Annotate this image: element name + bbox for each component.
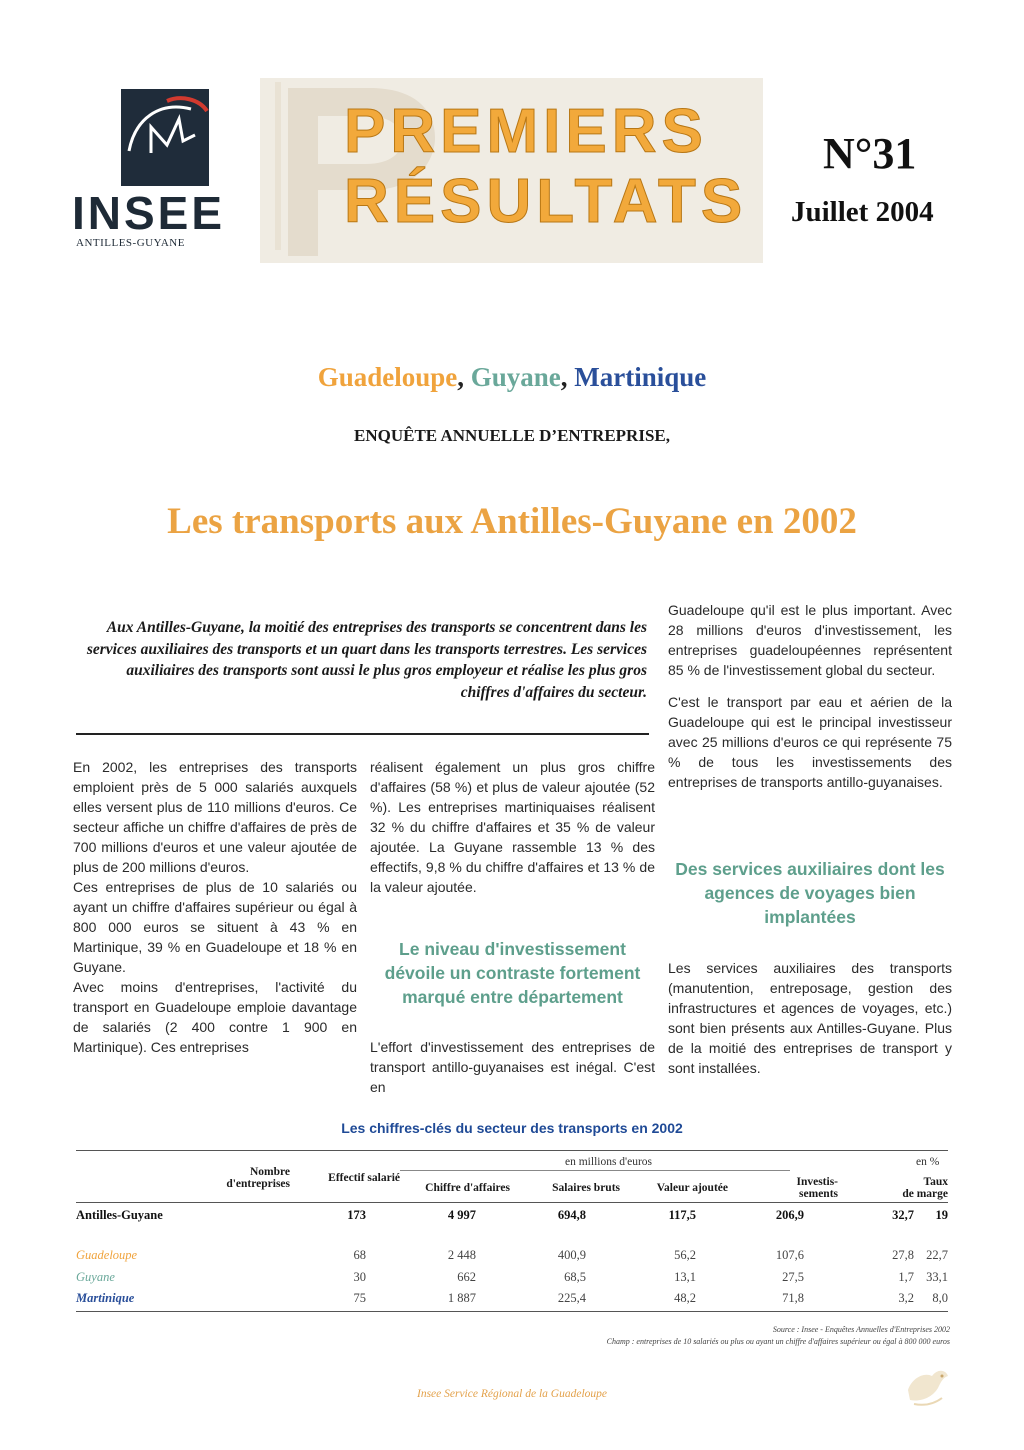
page-footer: Insee Service Régional de la Guadeloupe	[416, 1388, 607, 1400]
table-cell: 117,5	[668, 1208, 696, 1222]
table-cell: 173	[347, 1208, 366, 1222]
logo-subtext: ANTILLES-GUYANE	[76, 237, 185, 249]
issue-date: Juillet 2004	[791, 196, 934, 228]
table-cell: 32,7	[892, 1208, 914, 1222]
table-cell: 30	[353, 1270, 366, 1284]
table-header-rule	[76, 1202, 948, 1203]
table-row	[76, 1208, 948, 1228]
table-cell: 75	[353, 1291, 366, 1305]
col-header-chiffre-affaires: Chiffre d'affaires	[425, 1182, 510, 1194]
table-cell: 13,1	[674, 1270, 696, 1284]
region-guadeloupe: Guadeloupe	[317, 362, 458, 392]
region-separator: ,	[457, 362, 471, 392]
table-cell: 1,7	[898, 1270, 914, 1284]
table-cell: 27,5	[782, 1270, 804, 1284]
body-paragraph: Les services auxiliaires des transports (manutention, entreposage, gestion des infrastructures et agences de voyages, etc.) sont bien présents aux Antilles-Guyane. Plus de la moitié des entreprises de transport y sont installées.	[668, 960, 952, 1076]
champ-line: Champ : entreprises de 10 salariés ou plus ou ayant un chiffre d'affaires supérieur ou égal à 800 000 euros	[606, 1337, 950, 1346]
lead-paragraph: Aux Antilles-Guyane, la moitié des entreprises des transports se concentrent dans les services auxiliaires des transports et un quart dans les transports terrestres. Les services auxiliaires des transports sont aussi le plus gros employeur et réalise les plus gros chiffres d'affaires du secteur.	[86, 619, 647, 701]
table-cell: 2 448	[447, 1248, 476, 1262]
table-cell: 71,8	[782, 1291, 804, 1305]
body-column-2-continued	[370, 1037, 655, 1097]
table-cell: 48,2	[674, 1291, 696, 1305]
table-cell: 662	[457, 1270, 476, 1284]
regions-line	[0, 362, 1024, 393]
body-paragraph: Guadeloupe qu'il est le plus important. Avec 28 millions d'euros d'investissement, les entreprises guadeloupéennes représentent 85 % de l'investissement global du secteur.	[668, 602, 952, 678]
banner-resultats: RÉSULTATS	[344, 167, 748, 236]
banner-premiers: PREMIERS	[344, 97, 708, 166]
page-title: Les transports aux Antilles-Guyane en 2002	[167, 501, 857, 542]
table-bottom-rule	[76, 1311, 948, 1312]
table-cell: 400,9	[557, 1248, 586, 1262]
body-paragraph: réalisent également un plus gros chiffre d'affaires (58 %) et plus de valeur ajoutée (52 %). Les entreprises martiniquaises réalisent 32 % du chiffre d'affaires et 35 % de valeur ajoutée. La Guyane rassemble 13 % des effectifs, 9,8 % du chiffre d'affaires et 13 % de la valeur ajoutée.	[370, 759, 655, 895]
section-heading-investment: Le niveau d'investissement dévoile un contraste fortement marqué entre département	[384, 939, 641, 1007]
table-cell: 68	[353, 1248, 366, 1262]
insee-logo-mark	[121, 89, 209, 186]
logo-text: INSEE	[72, 187, 226, 239]
survey-label: ENQUÊTE ANNUELLE D’ENTREPRISE,	[354, 426, 670, 445]
col-header-salaires: Salaires bruts	[552, 1182, 620, 1194]
body-column-2	[370, 757, 655, 897]
body-paragraph: Ces entreprises de plus de 10 salariés ou ayant un chiffre d'affaires supérieur ou égal à 800 000 euros se situent à 43 % en Martinique, 39 % en Guadeloupe et 18 % en Guyane.	[73, 879, 357, 975]
col-header-taux-line1: Taux	[923, 1176, 948, 1188]
table-source-note	[480, 1324, 950, 1348]
table-cell: 1 887	[447, 1291, 476, 1305]
table-unit-millions: en millions d'euros	[565, 1156, 653, 1168]
col-header-nombre	[210, 1166, 290, 1190]
logo-swoosh-icon	[121, 89, 209, 186]
body-column-3-continued	[668, 958, 952, 1078]
source-line: Source : Insee - Enquêtes Annuelles d'Entreprises 2002	[772, 1325, 950, 1334]
col-header-effectif: Effectif salarié	[328, 1172, 400, 1184]
table-cell: 3,2	[898, 1291, 914, 1305]
col-header-nombre-line1: Nombre	[249, 1166, 290, 1178]
row-label-guadeloupe: Guadeloupe	[76, 1248, 138, 1262]
body-column-3	[668, 600, 952, 792]
col-header-nombre-line2: d'entreprises	[226, 1178, 290, 1190]
table-unit-percent: en %	[916, 1156, 940, 1168]
col-header-invest-line2: sements	[799, 1188, 838, 1200]
table-row	[76, 1270, 948, 1290]
col-header-invest-line1: Investis-	[796, 1176, 838, 1188]
region-separator: ,	[560, 362, 575, 392]
table-cell: 225,4	[557, 1291, 586, 1305]
table-row	[76, 1248, 948, 1268]
body-paragraph: C'est le transport par eau et aérien de la Guadeloupe qui est le principal investisseur avec 25 millions d'euros ce qui représente 75 % de tous les investissements des entreprises de transports antillo-guyanaises.	[668, 694, 952, 790]
body-paragraph: L'effort d'investissement des entreprises de transport antillo-guyanaises est inégal. C'est en	[370, 1039, 655, 1095]
body-paragraph: Avec moins d'entreprises, l'activité du transport en Guadeloupe emploie davantage de salariés (2 400 contre 1 900 en Martinique). Ces entreprises	[73, 979, 357, 1055]
lead-divider	[76, 733, 649, 735]
table-row	[76, 1291, 948, 1311]
section-heading-services: Des services auxiliaires dont les agences de voyages bien implantées	[675, 859, 945, 927]
table-title: Les chiffres-clés du secteur des transports en 2002	[341, 1120, 683, 1136]
table-cell: 107,6	[775, 1248, 804, 1262]
table-cell: 22,7	[926, 1248, 948, 1262]
table-cell: 56,2	[674, 1248, 696, 1262]
col-header-taux-line2: de marge	[902, 1188, 948, 1200]
body-paragraph: En 2002, les entreprises des transports emploient près de 5 000 salariés auxquels elles versent plus de 110 millions d'euros. Ce secteur affiche un chiffre d'affaires de près de 700 millions d'euros et une valeur ajoutée de plus de 200 millions d'euros.	[73, 759, 357, 875]
table-top-rule	[76, 1150, 948, 1151]
issue-number: N°31	[823, 129, 917, 178]
col-header-taux-marge	[878, 1176, 948, 1200]
table-cell: 19	[935, 1208, 948, 1222]
row-label-guyane: Guyane	[76, 1270, 115, 1284]
row-label-martinique: Martinique	[76, 1291, 135, 1305]
table-cell: 33,1	[926, 1270, 948, 1284]
table-cell: 27,8	[892, 1248, 914, 1262]
table-cell: 4 997	[447, 1208, 476, 1222]
row-label-antilles-guyane: Antilles-Guyane	[76, 1208, 163, 1222]
table-cell: 68,5	[564, 1270, 586, 1284]
table-cell: 694,8	[557, 1208, 586, 1222]
table-cell: 206,9	[775, 1208, 804, 1222]
body-column-1	[73, 757, 357, 1057]
region-martinique: Martinique	[574, 362, 707, 392]
region-guyane: Guyane	[470, 362, 561, 392]
bird-logo-icon	[898, 1360, 954, 1412]
table-cell: 8,0	[932, 1291, 948, 1305]
col-header-investissements	[770, 1176, 838, 1200]
table-subheader-rule	[400, 1170, 790, 1171]
col-header-valeur-ajoutee: Valeur ajoutée	[656, 1182, 728, 1194]
